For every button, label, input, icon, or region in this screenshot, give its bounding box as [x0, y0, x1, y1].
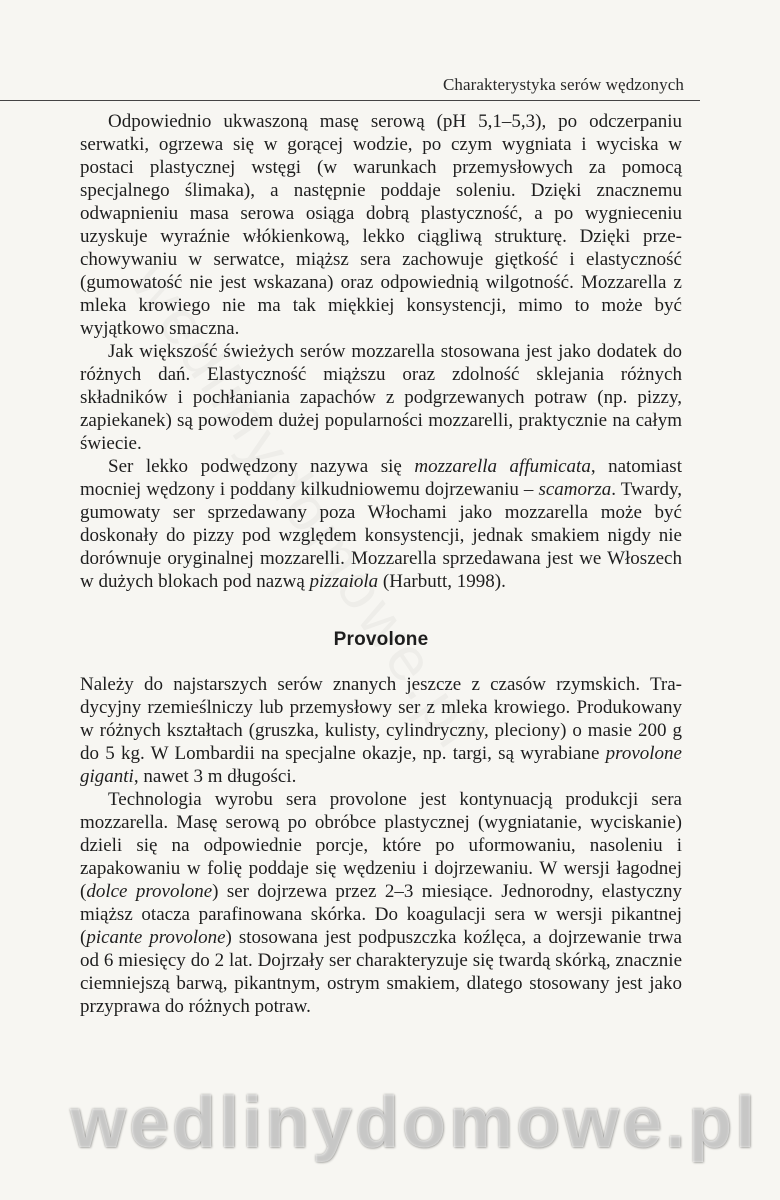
section-heading: Provolone — [333, 629, 429, 650]
page-body — [80, 110, 682, 1018]
paragraph-mozzarella-production: Odpowiednio ukwaszoną masę serową (pH 5,1–5,3), po odczerpaniu serwatki, ogrzewa się w gorącej wodzie, po czym wygniata i wyciska w postaci plastycznej wstęgi (w warunkach przemysłowych za pomocą specjalnego ślimaka), a następnie poddaje soleniu. Dzięki znacznemu odwapnieniu masa serowa osiąga dobrą plastyczność, a po wygnieceniu uzyskuje wyraźnie włókienkową, lekko ciągliwą strukturę. Dzięki przechowywaniu w serwatce, miąższ sera zachowuje giętkość i elastyczność (gumowatość nie jest wskazana) oraz odpowiednią wilgotność. Mozzarella z mleka krowiego nie ma tak miękkiej konsystencji, mimo to może być wyjątkowo smaczna. — [80, 111, 682, 339]
page-header — [0, 60, 780, 100]
paragraph-mozzarella-uses: Jak większość świeżych serów mozzarella stosowana jest jako dodatek do różnych dań. Elastyczność miąższu oraz zdolność sklejania różnych składników i pochłaniania zapachów z podgrzewanych potraw (np. pizzy, zapiekanek) są powodem dużej popularności mozzarelli, praktycznie na całym świecie. — [80, 341, 682, 454]
italic-term: mozzarella affumicata — [414, 456, 591, 477]
text-run: Należy do najstarszych serów znanych jeszcze z czasów rzymskich. Tradycyjny rzemieślniczy lub przemysłowy ser z mleka krowiego. Produkowany w różnych kształtach (gruszka, kulisty, cylindryczny, pleciony) o masie 200 g do 5 kg. W Lombardii na specjalne okazje, np. targi, są wyrabiane — [80, 674, 682, 764]
text-run: (Harbutt, 1998). — [378, 571, 506, 592]
text-run: ) ser dojrzewa przez 2–3 miesiące. Jednorodny, elastyczny miąższ otacza parafinowana skórka. Do koagulacji sera w wersji pikantnej ( — [80, 881, 682, 948]
paragraph-mozzarella-smoked — [80, 455, 682, 593]
italic-term: scamorza — [538, 479, 612, 500]
watermark-bottom: wedlinydomowe.pl — [70, 1083, 759, 1163]
running-head: Charakterystyka serów wędzonych — [442, 75, 684, 94]
text-run: . Twardy, gumowaty ser sprzedawany poza Włochami jako mozzarella może być doskonały do pizzy pod względem konsystencji, jednak smakiem nigdy nie dorównuje oryginalnej mozzarelli. Mozzarella sprzedawana jest we Włoszech w dużych blokach pod nazwą — [80, 479, 682, 592]
header-rule — [0, 100, 700, 101]
paragraph-provolone-technology — [80, 788, 682, 1018]
text-run: , natomiast mocniej wędzony i poddany kilkudniowemu dojrzewaniu – — [80, 456, 682, 500]
italic-term: pizzaiola — [309, 571, 379, 592]
text-run: ) stosowana jest podpuszczka koźlęca, a dojrzewanie trwa od 6 miesięcy do 2 lat. Dojrzały ser charakteryzuje się twardą skórką, znacznie ciemniejszą barwą, pikantnym, ostrym smakiem, dlatego stosowany jest jako przyprawa do różnych potraw. — [80, 927, 682, 1017]
text-run: , nawet 3 m długości. — [133, 766, 297, 787]
text-run: Ser lekko podwędzony nazywa się — [108, 456, 415, 477]
text-run: Technologia wyrobu sera provolone jest kontynuacją produkcji sera mozzarella. Masę serową po obróbce plastycznej (wygniatanie, wyciskanie) dzieli się na odpowiednie porcje, które po uformowaniu, nasoleniu i zapakowaniu w folię poddaje się wędzeniu i dojrzewaniu. W wersji łagodnej ( — [80, 789, 682, 902]
italic-term: provolone giganti — [80, 743, 682, 787]
paragraph-provolone-intro — [80, 673, 682, 788]
italic-term: dolce provolone — [86, 881, 213, 902]
italic-term: picante provolone — [86, 927, 226, 948]
